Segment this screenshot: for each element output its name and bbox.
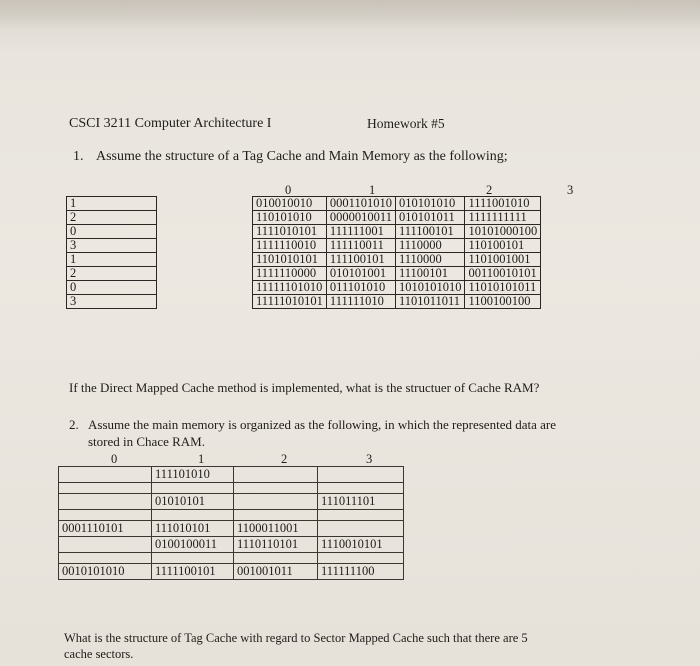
mm-cell: 00110010101 xyxy=(465,267,541,281)
table-row xyxy=(67,225,157,239)
table-row xyxy=(59,564,404,580)
q2-cell: 0001110101 xyxy=(59,521,152,537)
q2-cell xyxy=(59,510,152,521)
mm-cell: 1111110010 xyxy=(253,239,327,253)
tag-cell: 2 xyxy=(67,267,157,281)
q2-cell xyxy=(59,467,152,483)
q2-memory-table xyxy=(58,466,404,580)
table-row xyxy=(253,239,541,253)
q2-cell: 111010101 xyxy=(152,521,234,537)
q2-cell xyxy=(318,521,404,537)
mm-cell: 111111001 xyxy=(326,225,395,239)
q2-cell: 1110010101 xyxy=(318,537,404,553)
main-memory-table xyxy=(252,196,541,309)
q2-cell xyxy=(59,494,152,510)
mm-cell: 11010101011 xyxy=(465,281,541,295)
q2-cell xyxy=(234,483,318,494)
q2-question-line2: cache sectors. xyxy=(64,647,134,661)
mm-cell: 011101010 xyxy=(326,281,395,295)
q2-cell: 1110110101 xyxy=(234,537,318,553)
q1-question: If the Direct Mapped Cache method is implemented, what is the structuer of Cache RAM? xyxy=(69,380,540,395)
mm-cell: 111110011 xyxy=(326,239,395,253)
mm-cell: 1110000 xyxy=(395,253,465,267)
q2-cell xyxy=(234,553,318,564)
mm-cell: 1111001010 xyxy=(465,197,541,211)
mm-cell: 111100101 xyxy=(395,225,465,239)
mm-cell: 1101010101 xyxy=(253,253,327,267)
q2-cell: 01010101 xyxy=(152,494,234,510)
table-row xyxy=(67,281,157,295)
q2-cell xyxy=(59,553,152,564)
mm-cell: 11111101010 xyxy=(253,281,327,295)
q2-col-header-1: 1 xyxy=(198,452,205,466)
q2-cell: 0100100011 xyxy=(152,537,234,553)
q2-question-line1: What is the structure of Tag Cache with regard to Sector Mapped Cache such that there are 5 xyxy=(64,631,528,645)
q2-cell: 111111100 xyxy=(318,564,404,580)
q2-cell xyxy=(234,510,318,521)
table-row xyxy=(67,253,157,267)
mm-cell: 010101010 xyxy=(395,197,465,211)
homework-title: Homework #5 xyxy=(367,116,445,131)
mm-cell: 110100101 xyxy=(465,239,541,253)
q2-cell xyxy=(318,483,404,494)
mm-cell: 10101000100 xyxy=(465,225,541,239)
q2-text-line1: Assume the main memory is organized as the following, in which the represented data are xyxy=(88,417,556,432)
mm-cell: 110101010 xyxy=(253,211,327,225)
course-title: CSCI 3211 Computer Architecture I xyxy=(69,116,272,131)
table-row xyxy=(59,467,404,483)
q2-cell: 001001011 xyxy=(234,564,318,580)
table-row xyxy=(253,225,541,239)
mm-cell: 111100101 xyxy=(326,253,395,267)
mm-cell: 11111010101 xyxy=(253,295,327,309)
mm-cell: 1111110000 xyxy=(253,267,327,281)
tag-cell: 1 xyxy=(67,253,157,267)
q2-cell: 1111100101 xyxy=(152,564,234,580)
table-row xyxy=(67,197,157,211)
mm-cell: 010101001 xyxy=(326,267,395,281)
table-row xyxy=(67,211,157,225)
mm-cell: 1010101010 xyxy=(395,281,465,295)
mm-cell: 11100101 xyxy=(395,267,465,281)
mm-col-header-2: 2 xyxy=(486,183,493,197)
q2-cell xyxy=(152,553,234,564)
table-row xyxy=(67,267,157,281)
tag-cell: 2 xyxy=(67,211,157,225)
table-row xyxy=(253,267,541,281)
q2-cell xyxy=(234,467,318,483)
mm-cell: 1101001001 xyxy=(465,253,541,267)
tag-cell: 3 xyxy=(67,295,157,309)
mm-cell: 1111010101 xyxy=(253,225,327,239)
q2-cell: 111011101 xyxy=(318,494,404,510)
q2-col-header-3: 3 xyxy=(366,452,373,466)
q1-text: Assume the structure of a Tag Cache and Main Memory as the following; xyxy=(96,149,508,164)
mm-cell: 010010010 xyxy=(253,197,327,211)
table-row xyxy=(59,537,404,553)
q2-number: 2. xyxy=(69,417,79,432)
mm-cell: 1110000 xyxy=(395,239,465,253)
mm-cell: 1100100100 xyxy=(465,295,541,309)
table-row xyxy=(253,211,541,225)
table-row xyxy=(59,521,404,537)
mm-cell: 1101011011 xyxy=(395,295,465,309)
q2-cell: 1100011001 xyxy=(234,521,318,537)
mm-cell: 111111010 xyxy=(326,295,395,309)
table-row xyxy=(67,239,157,253)
mm-cell: 0001101010 xyxy=(326,197,395,211)
mm-col-header-0: 0 xyxy=(285,183,292,197)
tag-cell: 0 xyxy=(67,281,157,295)
page-edge-shadow xyxy=(0,0,700,30)
table-row xyxy=(67,295,157,309)
tag-cache-table xyxy=(66,196,157,309)
q2-cell xyxy=(152,483,234,494)
tag-cell: 3 xyxy=(67,239,157,253)
table-row xyxy=(253,281,541,295)
q2-cell xyxy=(234,494,318,510)
q2-cell xyxy=(59,483,152,494)
mm-col-header-1: 1 xyxy=(369,183,376,197)
tag-cell: 1 xyxy=(67,197,157,211)
table-row xyxy=(59,494,404,510)
table-row xyxy=(59,483,404,494)
q2-cell: 0010101010 xyxy=(59,564,152,580)
q2-col-header-2: 2 xyxy=(281,452,288,466)
q2-col-header-0: 0 xyxy=(111,452,118,466)
q2-cell: 111101010 xyxy=(152,467,234,483)
table-row xyxy=(253,253,541,267)
mm-cell: 010101011 xyxy=(395,211,465,225)
mm-col-header-3: 3 xyxy=(567,183,574,197)
table-row xyxy=(253,197,541,211)
q2-cell xyxy=(152,510,234,521)
table-row xyxy=(59,510,404,521)
table-row xyxy=(59,553,404,564)
q2-text-line2: stored in Chace RAM. xyxy=(88,434,205,449)
table-row xyxy=(253,295,541,309)
mm-cell: 0000010011 xyxy=(326,211,395,225)
q2-cell xyxy=(318,510,404,521)
mm-cell: 1111111111 xyxy=(465,211,541,225)
q2-cell xyxy=(59,537,152,553)
q2-cell xyxy=(318,467,404,483)
q2-cell xyxy=(318,553,404,564)
tag-cell: 0 xyxy=(67,225,157,239)
q1-number: 1. xyxy=(73,149,84,164)
